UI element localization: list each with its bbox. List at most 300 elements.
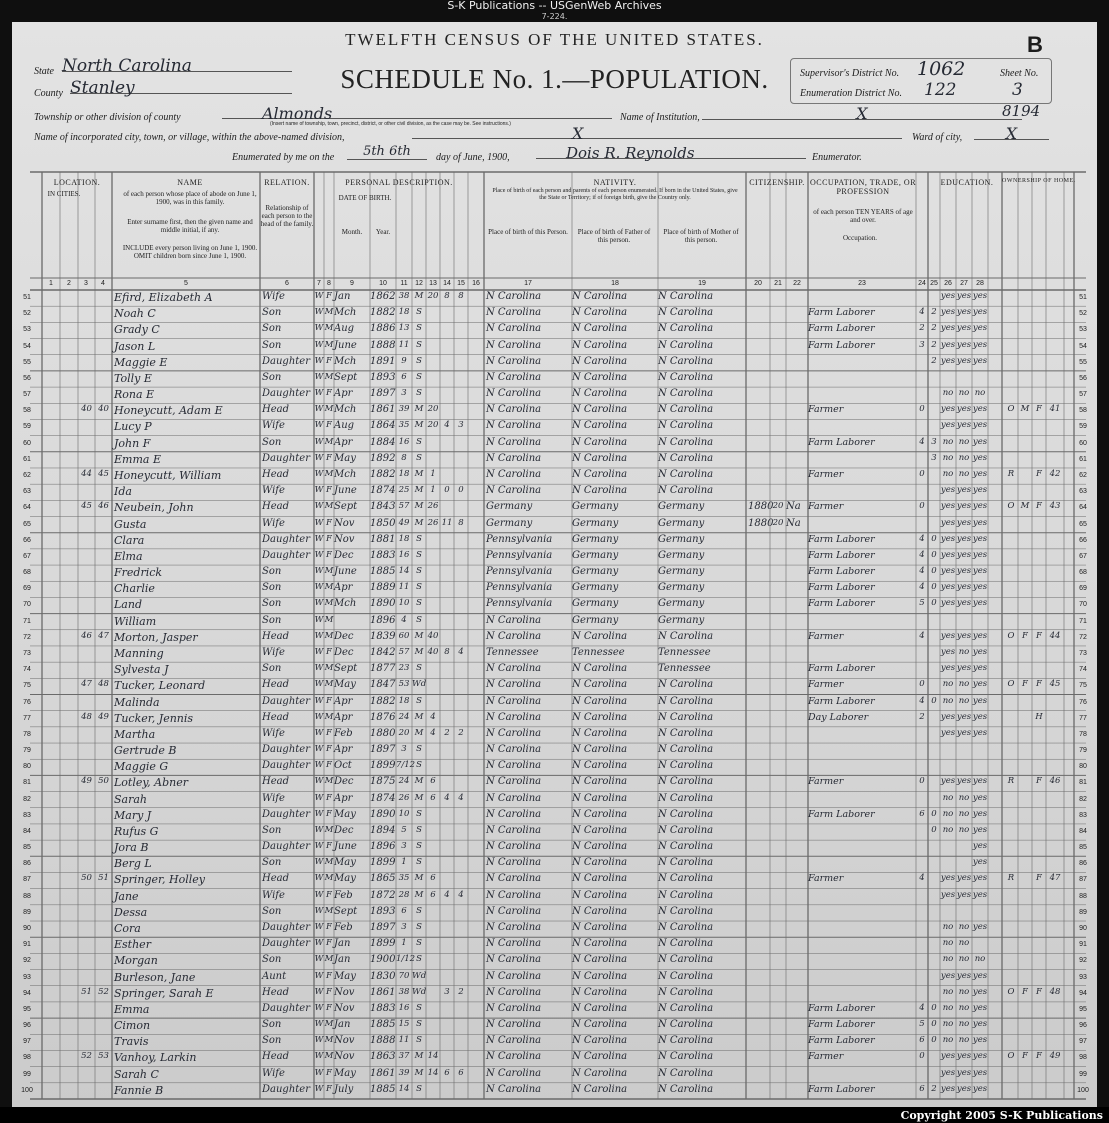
cell-color: W	[314, 501, 324, 512]
cell-pob: N Carolina	[486, 1019, 542, 1031]
cell-en: yes	[972, 307, 988, 318]
cell-rel: Son	[262, 566, 282, 578]
cell-own: O	[1007, 404, 1015, 415]
line-number-left: 64	[23, 504, 31, 512]
cell-pob: N Carolina	[486, 323, 542, 335]
line-number-right: 91	[1079, 941, 1087, 949]
column-number: 5	[184, 280, 188, 287]
cell-fam: 40	[98, 404, 109, 415]
cell-rd: yes	[940, 517, 956, 528]
sheet-letter: B	[1027, 32, 1043, 57]
cell-pob: N Carolina	[486, 339, 542, 351]
cell-en: yes	[972, 1067, 988, 1078]
cell-ym: 20	[427, 291, 439, 301]
line-number-right: 85	[1079, 844, 1087, 852]
cell-pobm: N Carolina	[658, 808, 714, 820]
cell-yus: 20	[772, 501, 784, 512]
cell-mar: S	[416, 663, 422, 674]
cell-mar: M	[414, 1067, 424, 1078]
line-number-right: 82	[1079, 795, 1087, 803]
cell-pobm: N Carolina	[658, 485, 714, 497]
cell-en: yes	[972, 889, 988, 900]
cell-moth: 8	[444, 646, 450, 657]
line-number-right: 77	[1079, 714, 1087, 722]
cell-farm: F	[1036, 501, 1042, 512]
cell-unemp: 4	[919, 582, 925, 593]
cell-color: W	[314, 695, 324, 706]
column-number: 18	[611, 280, 619, 287]
county-value: Stanley	[70, 78, 292, 94]
cell-en: yes	[972, 792, 988, 803]
cell-rel: Son	[262, 663, 282, 675]
cell-mar: S	[416, 1083, 422, 1094]
cell-rel: Daughter	[262, 922, 310, 934]
cell-rel: Daughter	[262, 1083, 310, 1095]
line-number-left: 88	[23, 892, 31, 900]
line-number-left: 66	[23, 536, 31, 544]
cell-liv: 2	[458, 727, 464, 738]
cell-age: 3	[401, 744, 407, 755]
line-number-right: 73	[1079, 649, 1087, 657]
cell-mar: S	[416, 922, 422, 933]
cell-pobf: N Carolina	[572, 986, 628, 998]
cell-dw: 50	[81, 873, 92, 884]
line-number-right: 68	[1079, 569, 1087, 577]
cell-sex: F	[326, 355, 332, 366]
cell-mar: M	[414, 1051, 424, 1062]
cell-wr: no	[958, 808, 970, 819]
cell-moth: 8	[444, 291, 450, 301]
cell-pobf: N Carolina	[572, 727, 628, 739]
line-number-right: 74	[1079, 666, 1087, 674]
line-number-left: 87	[23, 876, 31, 884]
cell-month: Sept	[334, 501, 358, 513]
cell-pobf: N Carolina	[572, 452, 628, 464]
cell-pob: N Carolina	[486, 744, 542, 756]
cell-pob: N Carolina	[486, 889, 542, 901]
cell-age: 7/12	[396, 760, 416, 771]
cell-age: 11	[398, 339, 410, 350]
cell-color: W	[314, 1019, 324, 1030]
cell-color: W	[314, 1002, 324, 1013]
cell-color: W	[314, 549, 324, 560]
column-number: 2	[67, 280, 71, 287]
cell-pobm: N Carolina	[658, 744, 714, 756]
line-number-left: 72	[23, 633, 31, 641]
cell-color: W	[314, 598, 324, 609]
occupation-desc: of each person TEN YEARS of age and over.	[813, 208, 913, 224]
line-number-left: 58	[23, 407, 31, 415]
cell-occ: Day Laborer	[808, 711, 869, 723]
cell-year: 1883	[370, 549, 396, 561]
cell-free: F	[1022, 1051, 1028, 1062]
cell-en: yes	[972, 970, 988, 981]
column-number: 11	[400, 280, 408, 287]
cell-name: Sylvesta J	[114, 663, 169, 677]
cell-age: 3	[401, 841, 407, 852]
cell-age: 35	[398, 420, 410, 431]
cell-month: Apr	[334, 388, 353, 400]
cell-mar: M	[414, 404, 424, 415]
cell-pob: Germany	[486, 501, 533, 513]
cell-color: W	[314, 1035, 324, 1046]
cell-dw: 48	[81, 711, 92, 722]
cell-month: Sept	[334, 663, 358, 675]
cell-en: yes	[972, 598, 988, 609]
cell-mar: S	[416, 371, 422, 382]
cell-mar: M	[414, 776, 424, 787]
cell-rel: Daughter	[262, 760, 310, 772]
cell-sex: F	[326, 452, 332, 463]
cell-pobm: N Carolina	[658, 436, 714, 448]
column-number: 24	[918, 280, 926, 287]
cell-fam: 50	[98, 776, 109, 787]
cell-farm: F	[1036, 1051, 1042, 1062]
cell-wr: yes	[956, 663, 972, 674]
cell-free: M	[1020, 501, 1030, 512]
cell-pob: Pennsylvania	[486, 582, 553, 594]
cell-pob: N Carolina	[486, 970, 542, 982]
cell-pob: N Carolina	[486, 841, 542, 853]
cell-year: 1897	[370, 922, 396, 934]
cell-name: Tucker, Leonard	[114, 679, 206, 693]
cell-rd: yes	[940, 355, 956, 366]
cell-fs: 43	[1049, 501, 1061, 512]
cell-pob: N Carolina	[486, 404, 542, 416]
cell-pobf: Germany	[572, 501, 619, 513]
cell-mar: S	[416, 598, 422, 609]
cell-age: 4	[401, 614, 407, 625]
line-number-left: 76	[23, 698, 31, 706]
column-number: 10	[379, 280, 387, 287]
enumerated-prefix: Enumerated by me on the	[232, 152, 335, 163]
cell-fam: 46	[98, 501, 109, 512]
cell-sex: F	[326, 986, 332, 997]
line-number-left: 74	[23, 666, 31, 674]
cell-year: 1889	[370, 582, 396, 594]
cell-year: 1862	[370, 291, 396, 302]
cell-pobf: N Carolina	[572, 711, 628, 723]
cell-fs: 46	[1049, 776, 1061, 787]
cell-rel: Son	[262, 905, 282, 917]
cell-year: 1893	[370, 371, 396, 383]
cell-liv: 8	[458, 291, 464, 301]
cell-wr: no	[958, 824, 970, 835]
cell-rel: Head	[262, 711, 290, 723]
cell-name: Tucker, Jennis	[114, 711, 194, 725]
cell-pob: Tennessee	[486, 646, 539, 658]
cell-liv: 4	[458, 889, 464, 900]
cell-sch: 2	[931, 355, 937, 366]
cell-unemp: 5	[919, 598, 925, 609]
citizenship-header: CITIZENSHIP.	[749, 178, 805, 187]
cell-pob: N Carolina	[486, 1067, 542, 1079]
line-number-right: 71	[1079, 617, 1087, 625]
cell-year: 1875	[370, 776, 396, 788]
cell-rel: Daughter	[262, 744, 310, 756]
cell-wr: no	[958, 1002, 970, 1013]
line-number-right: 53	[1079, 326, 1087, 334]
cell-wr: yes	[956, 501, 972, 512]
cell-year: 1894	[370, 824, 396, 836]
cell-fs: 41	[1049, 404, 1061, 415]
cell-name: Ida	[114, 485, 132, 499]
ownership-header: OWNERSHIP OF HOME.	[1002, 178, 1076, 184]
line-number-left: 68	[23, 569, 31, 577]
cell-imm: 1880	[748, 517, 774, 529]
cell-sex: M	[324, 630, 334, 641]
cell-rd: yes	[940, 1067, 956, 1078]
line-number-right: 98	[1079, 1054, 1087, 1062]
cell-wr: yes	[956, 339, 972, 350]
cell-month: May	[334, 1067, 356, 1079]
line-number-left: 51	[23, 294, 31, 301]
cell-name: Gusta	[114, 517, 147, 531]
cell-occ: Farm Laborer	[808, 598, 875, 610]
cell-month: Nov	[334, 533, 355, 545]
cell-mar: S	[416, 938, 422, 949]
cell-month: May	[334, 452, 356, 464]
cell-color: W	[314, 760, 324, 771]
line-number-left: 65	[23, 520, 31, 528]
cell-ym: 4	[430, 727, 436, 738]
column-number: 27	[960, 280, 968, 287]
cell-year: 1861	[370, 404, 396, 416]
cell-occ: Farm Laborer	[808, 339, 875, 351]
cell-month: June	[334, 566, 357, 578]
cell-name: Sarah C	[114, 1067, 159, 1081]
line-number-left: 56	[23, 374, 31, 382]
name-sub2: INCLUDE every person living on June 1, 1900. OMIT children born since June 1, 1900.	[122, 244, 258, 260]
cell-mar: S	[416, 841, 422, 852]
cell-rel: Son	[262, 339, 282, 351]
county-label: County	[34, 88, 63, 99]
cell-year: 1882	[370, 307, 396, 319]
cell-pobm: N Carolina	[658, 922, 714, 934]
cell-name: Neubein, John	[114, 501, 194, 515]
cell-month: Nov	[334, 986, 355, 998]
cell-pobf: N Carolina	[572, 436, 628, 448]
line-number-right: 81	[1079, 779, 1087, 787]
cell-pob: N Carolina	[486, 808, 542, 820]
township-note: (Insert name of township, town, precinct, district, or other civil division, as the case may be. See instructions.)	[270, 121, 511, 127]
line-number-right: 96	[1079, 1022, 1087, 1030]
cell-pobf: N Carolina	[572, 630, 628, 642]
enumeration-value: 122	[924, 80, 957, 100]
cell-name: Mary J	[114, 808, 152, 822]
cell-ym: 20	[427, 404, 439, 415]
column-number: 14	[443, 280, 451, 287]
cell-year: 1864	[370, 420, 396, 432]
cell-occ: Farm Laborer	[808, 1002, 875, 1014]
cell-unemp: 4	[919, 873, 925, 884]
cell-pob: N Carolina	[486, 614, 542, 626]
name-desc: of each person whose place of abode on June 1, 1900, was in this family.	[123, 190, 257, 206]
cell-pob: N Carolina	[486, 986, 542, 998]
cell-year: 1890	[370, 598, 396, 610]
cell-name: Burleson, Jane	[114, 970, 196, 984]
cell-rel: Son	[262, 824, 282, 836]
cell-year: 1893	[370, 905, 396, 917]
line-number-right: 69	[1079, 585, 1087, 593]
cell-rd: yes	[940, 582, 956, 593]
cell-wr: yes	[956, 889, 972, 900]
cell-occ: Farm Laborer	[808, 663, 875, 675]
cell-occ: Farmer	[808, 1051, 844, 1063]
cell-liv: 0	[458, 485, 464, 496]
column-number: 16	[472, 280, 480, 287]
cell-occ: Farmer	[808, 404, 844, 416]
cell-pobm: N Carolina	[658, 1083, 714, 1095]
cell-wr: yes	[956, 420, 972, 431]
cell-sex: M	[324, 404, 334, 415]
cell-pob: N Carolina	[486, 663, 542, 675]
cell-wr: yes	[956, 323, 972, 334]
cell-month: Dec	[334, 776, 354, 788]
cell-name: Lotley, Abner	[114, 776, 188, 790]
cell-liv: 8	[458, 517, 464, 528]
cell-occ: Farm Laborer	[808, 808, 875, 820]
cell-rd: no	[942, 808, 954, 819]
cell-sex: F	[326, 808, 332, 819]
cell-pobf: N Carolina	[572, 1019, 628, 1031]
cell-age: 39	[398, 1067, 410, 1078]
cell-name: Honeycutt, Adam E	[114, 404, 223, 418]
cell-ym: 20	[427, 420, 439, 431]
cell-ym: 26	[427, 501, 439, 512]
cell-rel: Wife	[262, 646, 285, 658]
cell-pob: N Carolina	[486, 452, 542, 464]
cell-color: W	[314, 744, 324, 755]
cell-en: yes	[972, 1019, 988, 1030]
cell-name: Lucy P	[114, 420, 152, 434]
cell-sex: F	[326, 727, 332, 738]
line-number-right: 59	[1079, 423, 1087, 431]
cell-name: Efird, Elizabeth A	[114, 291, 213, 304]
cell-pobf: N Carolina	[572, 307, 628, 319]
cell-year: 1882	[370, 695, 396, 707]
line-number-right: 90	[1079, 925, 1087, 933]
cell-rel: Daughter	[262, 549, 310, 561]
cell-occ: Farm Laborer	[808, 323, 875, 335]
cell-pob: N Carolina	[486, 857, 542, 869]
cell-age: 3	[401, 388, 407, 399]
cell-year: 1847	[370, 679, 396, 691]
cell-rd: yes	[940, 404, 956, 415]
cell-en: yes	[972, 679, 988, 690]
cell-rel: Daughter	[262, 1002, 310, 1014]
cell-fam: 51	[98, 873, 109, 884]
cell-rel: Wife	[262, 727, 285, 739]
cell-fam: 48	[98, 679, 109, 690]
in-cities-header: IN CITIES.	[47, 190, 81, 198]
cell-month: Mch	[334, 404, 357, 416]
cell-year: 1830	[370, 970, 396, 982]
cell-rd: yes	[940, 889, 956, 900]
cell-sex: M	[324, 468, 334, 479]
line-number-left: 79	[23, 747, 31, 755]
line-number-left: 99	[23, 1070, 31, 1078]
line-number-left: 85	[23, 844, 31, 852]
cell-mar: S	[416, 824, 422, 835]
cell-pobm: N Carolina	[658, 986, 714, 998]
line-number-left: 95	[23, 1005, 31, 1013]
cell-rd: yes	[940, 339, 956, 350]
cell-dw: 44	[81, 468, 92, 479]
cell-wr: no	[958, 679, 970, 690]
cell-rd: no	[942, 436, 954, 447]
cell-pobm: N Carolina	[658, 371, 714, 383]
cell-rd: yes	[940, 1083, 956, 1094]
enumerator-name: Dois R. Reynolds	[536, 144, 806, 159]
cell-wr: no	[958, 452, 970, 463]
cell-name: Maggie G	[114, 760, 169, 774]
line-number-right: 86	[1079, 860, 1087, 868]
cell-name: Manning	[114, 646, 164, 660]
column-number: 28	[976, 280, 984, 287]
cell-year: 1899	[370, 857, 396, 869]
cell-wr: yes	[956, 598, 972, 609]
cell-sex: F	[326, 922, 332, 933]
cell-sex: M	[324, 566, 334, 577]
column-number: 1	[49, 280, 53, 287]
line-number-left: 69	[23, 585, 31, 593]
cell-pob: N Carolina	[486, 355, 542, 367]
cell-rd: yes	[940, 307, 956, 318]
cell-mar: M	[414, 792, 424, 803]
cell-mar: S	[416, 614, 422, 625]
supervisor-value: 1062	[917, 58, 966, 80]
cell-mar: S	[416, 582, 422, 593]
line-number-right: 61	[1079, 455, 1087, 463]
cell-sch: 0	[931, 1002, 937, 1013]
cell-ym: 40	[427, 646, 439, 657]
cell-mar: S	[416, 954, 422, 965]
cell-rd: no	[942, 1002, 954, 1013]
cell-rel: Daughter	[262, 808, 310, 820]
cell-mar: M	[414, 501, 424, 512]
line-number-left: 75	[23, 682, 31, 690]
cell-sex: F	[326, 841, 332, 852]
line-number-right: 58	[1079, 407, 1087, 415]
cell-sch: 0	[931, 1019, 937, 1030]
cell-age: 14	[398, 1083, 410, 1094]
cell-pobm: Germany	[658, 582, 705, 594]
cell-en: yes	[972, 711, 988, 722]
cell-mar: S	[416, 307, 422, 318]
cell-pobf: N Carolina	[572, 970, 628, 982]
column-number: 17	[524, 280, 532, 287]
cell-pob: N Carolina	[486, 873, 542, 885]
cell-pobm: N Carolina	[658, 323, 714, 335]
state-label: State	[34, 66, 54, 77]
cell-month: Aug	[334, 323, 355, 335]
cell-pobf: N Carolina	[572, 744, 628, 756]
cell-color: W	[314, 857, 324, 868]
cell-rel: Wife	[262, 517, 285, 529]
line-number-left: 84	[23, 827, 31, 835]
line-number-right: 76	[1079, 698, 1087, 706]
cell-sex: F	[326, 889, 332, 900]
cell-month: June	[334, 485, 357, 497]
cell-rd: yes	[940, 646, 956, 657]
cell-mar: S	[416, 452, 422, 463]
cell-month: Mch	[334, 598, 357, 610]
cell-name: Maggie E	[114, 355, 168, 369]
cell-pobf: N Carolina	[572, 485, 628, 497]
cell-occ: Farmer	[808, 776, 844, 788]
cell-rd: yes	[940, 323, 956, 334]
